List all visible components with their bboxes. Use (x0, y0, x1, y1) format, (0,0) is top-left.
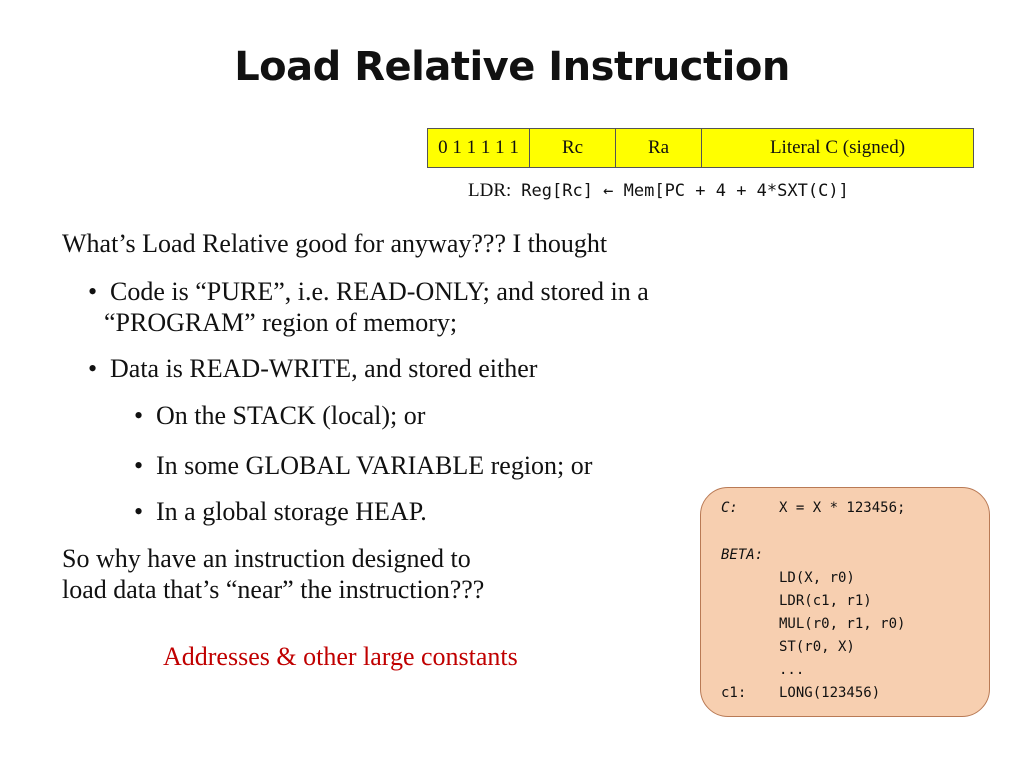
sub-bullet-heap (134, 496, 427, 527)
bullet-text: In a global storage HEAP. (156, 497, 427, 526)
opcode-field: 0 1 1 1 1 1 (428, 129, 530, 167)
code-example-box (700, 487, 990, 717)
bullet-icon: • (134, 401, 144, 430)
rc-field: Rc (530, 129, 616, 167)
bullet-text: On the STACK (local); or (156, 401, 426, 430)
sub-bullet-global (134, 450, 592, 481)
literal-field: Literal C (signed) (769, 137, 906, 158)
code-line: MUL(r0, r1, r0) (779, 616, 906, 632)
instruction-format-diagram (427, 128, 974, 168)
code-c-label: C: (721, 500, 738, 516)
code-line: ST(r0, X) (779, 639, 855, 655)
code-beta-label: BETA: (721, 547, 764, 563)
bullet-text: Data is READ-WRITE, and stored either (110, 354, 538, 383)
question-line-2: load data that’s “near” the instruction??? (62, 575, 485, 604)
sub-bullet-stack (134, 400, 425, 431)
ra-field: Ra (616, 129, 702, 167)
bullet-icon: • (88, 354, 98, 383)
bullet-code-pure-cont: “PROGRAM” region of memory; (104, 308, 458, 337)
code-line: ... (779, 662, 805, 678)
ldr-label: LDR: (468, 180, 512, 201)
bullet-code-pure (88, 276, 649, 307)
intro-text: What’s Load Relative good for anyway??? I thought (62, 229, 608, 258)
question-line-1: So why have an instruction designed to (62, 544, 471, 573)
code-c-statement: X = X * 123456; (779, 500, 906, 516)
code-c1-label: c1: (721, 685, 747, 701)
bullet-icon: • (134, 497, 144, 526)
slide-title: Load Relative Instruction (234, 44, 790, 90)
bullet-icon: • (134, 451, 144, 480)
bullet-text: Code is “PURE”, i.e. READ-ONLY; and stored in a (110, 277, 649, 306)
answer-text: Addresses & other large constants (163, 642, 518, 671)
code-line: LD(X, r0) (779, 570, 855, 586)
code-line: LDR(c1, r1) (779, 593, 872, 609)
ldr-definition (468, 180, 849, 202)
bullet-text: In some GLOBAL VARIABLE region; or (156, 451, 593, 480)
code-c1-statement: LONG(123456) (779, 685, 881, 701)
bullet-icon: • (88, 277, 98, 306)
bullet-data-rw (88, 353, 537, 384)
ldr-expression: Reg[Rc] ← Mem[PC + 4 + 4*SXT(C)] (521, 181, 849, 201)
